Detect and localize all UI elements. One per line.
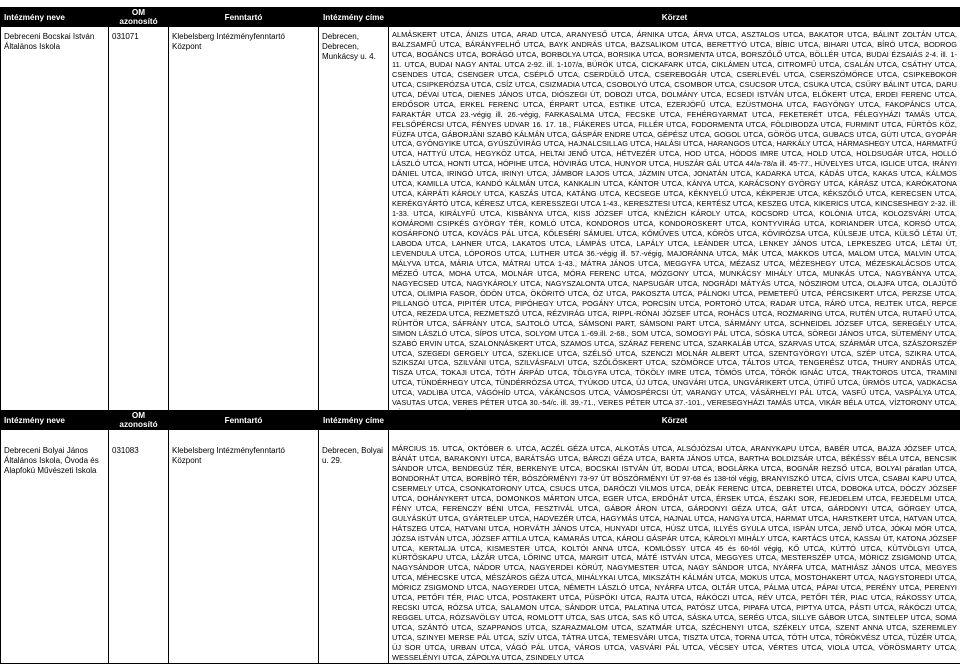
institution-cim: Debrecen, Bolyai u. 29. xyxy=(319,430,389,664)
table-header xyxy=(1,411,960,430)
table-row xyxy=(1,27,960,419)
institution-korzet: ALMÁSKERT UTCA, ÁNIZS UTCA, ARAD UTCA, ARANYESŐ UTCA, ÁRNIKA UTCA, ÁRVA UTCA, ASZTALOS UTCA, BAKATOR UTCA, BÁLINT ZOLTÁN UTCA, BALZSAMFŰ UTCA, BÁRÁNYFELHŐ UTCA, BAYK ANDRÁS UTCA, BAZSALIKOM UTCA, BERETTYÓ UTCA, BÍBIC UTCA, BIHARI UTCA, BÍRÓ UTCA, BODROG UTCA, BOGÁNCS UTCA, BORÁGÓ UTCA, BORBOLYA UTCA, BORSIKA UTCA, BORSMENTA UTCA, BORSZŐLŐ UTCA, BÖLLÉR UTCA, BUDAI ÉZSAIÁS 2-4. ill. 1-11. UTCA, BUDAI NAGY ANTAL UTCA 2-92. ill. 1-107/a, BÜRÖK UTCA, CICKAFARK UTCA, CIKLÁMEN UTCA, CITROMFŰ UTCA, CSALÁN UTCA, CSÁTHY UTCA, CSENDES UTCA, CSENGER UTCA, CSÉPLŐ UTCA, CSERDÜLŐ UTCA, CSEREBOGÁR UTCA, CSERLEVÉL UTCA, CSERSZÖMÖRCE UTCA, CSIPKEBOKOR UTCA, CSIPKERÓZSA UTCA, CSÍZ UTCA, CSIZMADIA UTCA, CSOBOLYÓ UTCA, CSOMBOR UTCA, CSUCSOR UTCA, CSUKA UTCA, CSŰRY BÁLINT UTCA, DARU UTCA, DÉVAI UTCA, DIENES JÁNOS UTCA, DIÓSZEGI ÚT, DOBOZI UTCA, DOLMÁNY UTCA, ECSEDI ISTVÁN UTCA, ELŐKERT UTCA, ERDEI FERENC UTCA, ERDŐSOR UTCA, ERKEL FERENC UTCA, ÉRPART UTCA, ESTIKE UTCA, EZERJÓFŰ UTCA, EZÜSTMOHA UTCA, FAGYÖNGY UTCA, FAKOPÁNCS UTCA, FARAKTÁR UTCA 23.-végig ill. 26.-végig, FARKASALMA UTCA, FECSKE UTCA, FEHÉRGYARMAT UTCA, FEKETERÉT UTCA, FÉLEGYHÁZI TAMÁS UTCA, FELSŐPÉRCSI UTCA, FÉNYES UDVAR 16. 17. 18., FIÁKERES UTCA, FILLÉR UTCA, FODORMENTA UTCA, FÖLDIBODZA UTCA, FURMINT UTCA, FÜRTÖS KÖZ, FÜZFA UTCA, GÁBORJÁNI SZABÓ KÁLMÁN UTCA, GÁSPÁR ENDRE UTCA, GÉPÉSZ UTCA, GOGOL UTCA, GÖRÖG UTCA, GUBACS UTCA, GÚTI UTCA, GYOPÁR UTCA, GYÖNGYIKE UTCA, GYÚSZŰVIRÁG UTCA, HAJNALCSILLAG UTCA, HALÁSI UTCA, HARANGOS UTCA, HARKÁLY UTCA, HÁRMASHEGY UTCA, HARMATFŰ UTCA, HATTYÚ UTCA, HEGYKÖZ UTCA, HELTAI JENŐ UTCA, HÉTVEZÉR UTCA, HOD UTCA, HÓDOS IMRE UTCA, HOLD UTCA, HOLDSUGÁR UTCA, HOLLÓ LÁSZLÓ UTCA, HONTI UTCA, HÓPIHE UTCA, HÓVIRÁG UTCA, HUNYOR UTCA, HUSZÁR GÁL UTCA 44/a-78/a ill. 45-77., HÜVELYES UTCA, IGLICE UTCA, IRÁNYI DÁNIEL UTCA, IRINGÓ UTCA, IRINYI UTCA, JÁMBOR LAJOS UTCA, JÁZMIN UTCA, JONATÁN UTCA, KADARKA UTCA, KÁDÁS UTCA, KAKAS UTCA, KÁLMOS UTCA, KAMILLA UTCA, KANDÓ KÁLMÁN UTCA, KANKALIN UTCA, KÁNTOR UTCA, KÁNYA UTCA, KARÁCSONY GYÖRGY UTCA, KÁRÁSZ UTCA, KARÓKATONA UTCA, KÁRPÁTI KÁROLY UTCA, KASZÁS UTCA, KATÁNG UTCA, KECSEGE UTCA, KÉKNYELŰ UTCA, KÉKPERJE UTCA, KÉKSZŐLŐ UTCA, KERECSEN UTCA, KERÉKGYÁRTÓ UTCA, KÉRESZ UTCA, KERESSZEGI UTCA 1-43., KERESZTESI UTCA, KERTÉSZ UTCA, KESZEG UTCA, KIKERICS UTCA, KINCSESHEGY 2-32. ill. 1-33. UTCA, KIRÁLYFŰ UTCA, KISBÁNYA UTCA, KISS JÓZSEF UTCA, KNÉZICH KÁROLY UTCA, KOCSORD UTCA, KOLÓNIA UTCA, KOLOZSVÁRI UTCA, KOMÁROMI CSIPKÉS GYÖRGY TÉR, KOMLÓ UTCA, KONDOROS UTCA, KONDOROSKERT UTCA, KONTYVIRÁG UTCA, KORIANDER UTCA, KORSÓ UTCA, KOSÁRFONÓ UTCA, KOVÁCS PÁL UTCA, KŐLESÉRI SÁMUEL UTCA, KŐMŰVES UTCA, KÖRÖS UTCA, KÖVIRÓZSA UTCA, KÜLSEJE UTCA, KÜLSŐ LÉTAI ÚT, LABODA UTCA, LAHNER UTCA, LAKATOS UTCA, LÁMPÁS UTCA, LAPÁLY UTCA, LEÁNDER UTCA, LENKEY JÁNOS UTCA, LEPKESZEG UTCA, LÉTAI ÚT, LEVENDULA UTCA, LÓPOROS UTCA, LUTHER UTCA 36.-végig ill. 57.-végig, MAJORÁNNA UTCA, MÁK UTCA, MAKKOS UTCA, MALOM UTCA, MALVIN UTCA, MÁLYVA UTCA, MÁRIA UTCA, MÁTRAI UTCA 1-43., MÁTRA JÁNOS UTCA, MEGGYFA UTCA, MÉZASZ UTCA, MÉZESHEGY UTCA, MÉZESKALÁCSOS UTCA, MÉZEŐ UTCA, MOHA UTCA, MOLNÁR UTCA, MÓRA FERENC UTCA, MÓZGONY UTCA, MUNKÁCSY MIHÁLY UTCA, MUNKÁS UTCA, NAGYBÁNYA UTCA, NAGYECSED UTCA, NAGYKÁROLY UTCA, NAGYSZALONTA UTCA, NAPSUGÁR UTCA, NOGRÁDI MÁTYÁS UTCA, NÓSZIROM UTCA, OLAJFA UTCA, OLAJÜTŐ UTCA, OLIMPIA FASOR, ÖDÖN UTCA, ÖKÖRITÓ UTCA, ÓZ UTCA, PAKOSZTA UTCA, PÁLNOKI UTCA, PEMETEFŰ UTCA, PÉRCSIKERT UTCA, PERZSE UTCA, PILLANGÓ UTCA, PIPITÉR UTCA, PIPÓHEGY UTCA, POGÁNY UTCA, PORCSIN UTCA, PORTORÓ UTCA, RADAR UTCA, RÁRÓ UTCA, REJTEK UTCA, REPCE UTCA, REZEDA UTCA, REZMETSZŐ UTCA, RÉZVIRÁG UTCA, RIPPL-RÓNAI JÓZSEF UTCA, ROHÁCS UTCA, ROZMARING UTCA, RUTÉN UTCA, RUTAFŰ UTCA, RÜHTÖR UTCA, SÁFRÁNY UTCA, SAJTOLÓ UTCA, SÁMSONI PART, SÁMSONI PART UTCA, SÁRMÁNY UTCA, SCHNEIDEL JÓZSEF UTCA, SEREGÉLY UTCA, SIMON LÁSZLÓ UTCA, SÍPOS UTCA, SOLYOM UTCA 1.-69.ill. 2-68., SOM UTCA, SOMOGYI PÁL UTCA, SÓSKA UTCA, SÖREGI JÁNOS UTCA, SÜTEMÉNY UTCA, SZABÓ ERVIN UTCA, SZALONNÁSKERT UTCA, SZAMOS UTCA, SZÁRAZ FERENC UTCA, SZARKALÁB UTCA, SZARVAS UTCA, SZÁRMÁR UTCA, SZÁSZORSZÉP UTCA, SZEGEDI GERGELY UTCA, SZEKLICE UTCA, SZÉLSŐ UTCA, SZENCZI MOLNÁR ALBERT UTCA, SZENTGYÖRGYI UTCA, SZÉP UTCA, SZIKRA UTCA, SZIKSZAI UTCA, SZILVÁNI UTCA, SZILVÁSFALVI UTCA, SZŐLŐSKERT UTCA, SZÖMÖRCE UTCA, TÁLTOS UTCA, TENGERÉSZ UTCA, THURY ANDRÁS UTCA, TISZA UTCA, TOKAJI UTCA, TÓTH ÁRPÁD UTCA, TÖLGYFA UTCA, TÖKÖLY IMRE UTCA, TÖMÖS UTCA, TÖRÖK IGNÁC UTCA, TRAKTOROS UTCA, TRAMINI UTCA, TÜNDÉRHEGY UTCA, TÜNDÉRRÓZSA UTCA, TYÚKOD UTCA, ÚJ UTCA, UNGVÁRI UTCA, UNGVÁRIKERT UTCA, ÚTIFŰ UTCA, ÜRMÖS UTCA, VADKACSA UTCA, VADLIBA UTCA, VÁGÓHÍD UTCA, VÁKÁNCSOS UTCA, VÁMOSPÉRCSI ÚT, VARANGY UTCA, VÁSÁRHELYI PÁL UTCA, VASFŰ UTCA, VASPÁLYA UTCA, VASUTAS UTCA, VERES PÉTER UTCA 30.-54/c. ill. 39.-71., VERES PÉTER UTCA 37.-101., VERESEGYHÁZI TAMÁS UTCA, VIKÁR BÉLA UTCA, VÍZTORONY UTCA, xyxy=(389,27,960,419)
header-om: OM azonosító xyxy=(109,8,169,27)
institution-table-2 xyxy=(0,410,960,664)
institution-table-1 xyxy=(0,7,960,419)
header-fenntarto: Fenntartó xyxy=(169,411,319,430)
institution-korzet: MÁRCIUS 15. UTCA, OKTÓBER 6. UTCA, ACZÉL GÉZA UTCA, ALKOTÁS UTCA, ALSÓJÓZSAI UTCA, ARANYKAPU UTCA, BABÉR UTCA, BAJZA JÓZSEF UTCA, BÁNÁT UTCA, BARAKONYI UTCA, BARÁTSÁG UTCA, BÁRCZI GÉZA UTCA, BARTA JÁNOS UTCA, BARTHA BOLDIZSÁR UTCA, BÉKÉSSY BÉLA UTCA, BENCSIK SÁNDOR UTCA, BENDEGÚZ TÉR, BERKENYE UTCA, BOCSKAI ISTVÁN ÚT, BODAI UTCA, BOGLÁRKA UTCA, BOGNÁR REZSŐ UTCA, BOLYAI páratlan UTCA, BONDORHÁT UTCA, BORBÍRÓ TÉR, BÖSZÖRMÉNYI 73-97 ÚT BÖSZÖRMÉNYI ÚT 97-68 és 138-tól végig, BRANYISZKÓ UTCA, CÍVIS UTCA, CSABAI KAPU UTCA, CSERMELY UTCA, CSONKATORONY UTCA, CSUCS UTCA, DARÓCZI VILMOS UTCA, DEÁK FERENC UTCA, DEBRETEI UTCA, DOBOKA UTCA, DÓCZY JÓZSEF UTCA, DOHÁNYKERT UTCA, DOMONKOS MÁRTON UTCA, EGER UTCA, ERDŐHÁT UTCA, ÉRSEK UTCA, ÉSZAKI SOR, FEJEDELEM UTCA, FEJEDELMI UTCA, FÉNY UTCA, FERENCZY BÉNI UTCA, FESZTIVÁL UTCA, GÁBOR ÁRON UTCA, GÁRDONYI GÉZA UTCA, GÁT UTCA, GÁRDONYI UTCA, GÖRGEY UTCA, GULYÁSKÚT UTCA, GYÁRTELEP UTCA, HADVEZÉR UTCA, HAGYMÁS UTCA, HAJNAL UTCA, HANGYA UTCA, HARMAT UTCA, HARSTKERT UTCA, HATVAN UTCA, HÁTSZEG UTCA, HATVANI UTCA, HORVÁTH JÁNOS UTCA, HUNYADI UTCA, HÚSZ UTCA, ILLYÉS GYULA UTCA, ISPÁN UTCA, JENŐ UTCA, JÓKAI MÓR UTCA, JÓZSA ISTVÁN UTCA, JÓZSEF ATTILA UTCA, KAMARÁS UTCA, KÁROLI GÁSPÁR UTCA, KÁROLYI MIHÁLY UTCA, KARTÁCS UTCA, KASSAI ÚT, KATONA JÓZSEF UTCA, KERTALJA UTCA, KISMESTER UTCA, KOLTÓI ANNA UTCA, KOMLÓSSY UTCA 45 és 60-tól végig, KŐ UTCA, KÚTTÓ UTCA, KÜTVÖLGYI UTCA, KÜRTŐSKAPU UTCA, LÁZÁR UTCA, LŐRINC UTCA, MARGIT UTCA, MÁTÉ ISTVÁN UTCA, MEGGYES UTCA, MESTERSZÉP UTCA, MÓRICZ ZSIGMOND UTCA, NAGYSÁNDOR UTCA, NÁDOR UTCA, NAGYERDEI KÖRÚT, NAGYMESTER UTCA, NAGY SÁNDOR UTCA, NYÁRFA UTCA, MATHIÁSZ JÁNOS UTCA, MEGYES UTCA, MÉHECSKE UTCA, MÉSZÁROS GÉZA UTCA, MIHÁLYKAI UTCA, MIKSZÁTH KÁLMÁN UTCA, MOKUS UTCA, MOSTOHAKERT UTCA, NAGYSTOREDI UTCA, MÓRICZ ZSIGMOND UTCA, NAGYERDEI UTCA, NÉMETH LÁSZLÓ UTCA, NYÁRFA UTCA, OLTÁR UTCA, PÁLMA UTCA, PÁPAI UTCA, PERÉNY UTCA, PERENYI UTCA, PETŐFI TÉR, PIAC UTCA, POSTAKERT UTCA, PÜSPÖKI UTCA, RAJTA UTCA, RÁKÓCZI UTCA, RÉV UTCA, PETŐFI TÉR, PIAC UTCA, RÁKOSSY UTCA, RECSKI UTCA, RÓZSA UTCA, SALAMON UTCA, SÁNDOR UTCA, PALATINA UTCA, PATÓSZ UTCA, PIPAFA UTCA, PIPTYA UTCA, PÁSTI UTCA, RÁKÓCZI UTCA, REGGEL UTCA, RÓZSAVÖLGY UTCA, ROMLOTT UTCA, SAS UTCA, SAS KŐ UTCA, SÁSKA UTCA, SERÉG UTCA, SILLYE GÁBOR UTCA, SINTELEP UTCA, SOMA UTCA, SZÁNTÓ UTCA, SZAPPANOS UTCA, SZARAZMALOM UTCA, SZATMÁR UTCA, SZÉCHENYI UTCA, SZÉKELY UTCA, SZENT ANNA UTCA, SZEREMLEY UTCA, SZINYEI MERSE PÁL UTCA, SZÍV UTCA, TÁTRA UTCA, TEMESVÁRI UTCA, TISZTA UTCA, TORNA UTCA, TÓTH UTCA, TÖRÖKVÉSZ UTCA, TÜZÉR UTCA, ÚJ SOR UTCA, URBAN UTCA, VÁGÓ PÁL UTCA, VÁROS UTCA, VASVÁRI PÁL UTCA, VÉCSEY UTCA, VÉRTES UTCA, VIOLA UTCA, VÖRÖSMARTY UTCA, WESSELÉNYI UTCA, ZÁPOLYA UTCA, ZSINDELY UTCA xyxy=(389,430,960,664)
header-cim: Intézmény címe xyxy=(319,8,389,27)
header-korzet: Körzet xyxy=(389,411,960,430)
institution-cim: Debrecen, Debrecen, Munkácsy u. 4. xyxy=(319,27,389,419)
institution-name: Debreceni Bocskai István Általános Iskola xyxy=(1,27,109,419)
institution-fenntarto: Klebelsberg Intézményfenntartó Központ xyxy=(169,27,319,419)
header-name: Intézmény neve xyxy=(1,411,109,430)
header-cim: Intézmény címe xyxy=(319,411,389,430)
institution-name: Debreceni Bolyai János Általános Iskola, Óvoda és Alapfokú Művészeti Iskola xyxy=(1,430,109,664)
header-name: Intézmény neve xyxy=(1,8,109,27)
institution-fenntarto: Klebelsberg Intézményfenntartó Központ xyxy=(169,430,319,664)
header-om: OM azonosító xyxy=(109,411,169,430)
table-row xyxy=(1,430,960,664)
table-header xyxy=(1,8,960,27)
header-korzet: Körzet xyxy=(389,8,960,27)
header-fenntarto: Fenntartó xyxy=(169,8,319,27)
institution-om: 031083 xyxy=(109,430,169,664)
institution-om: 031071 xyxy=(109,27,169,419)
